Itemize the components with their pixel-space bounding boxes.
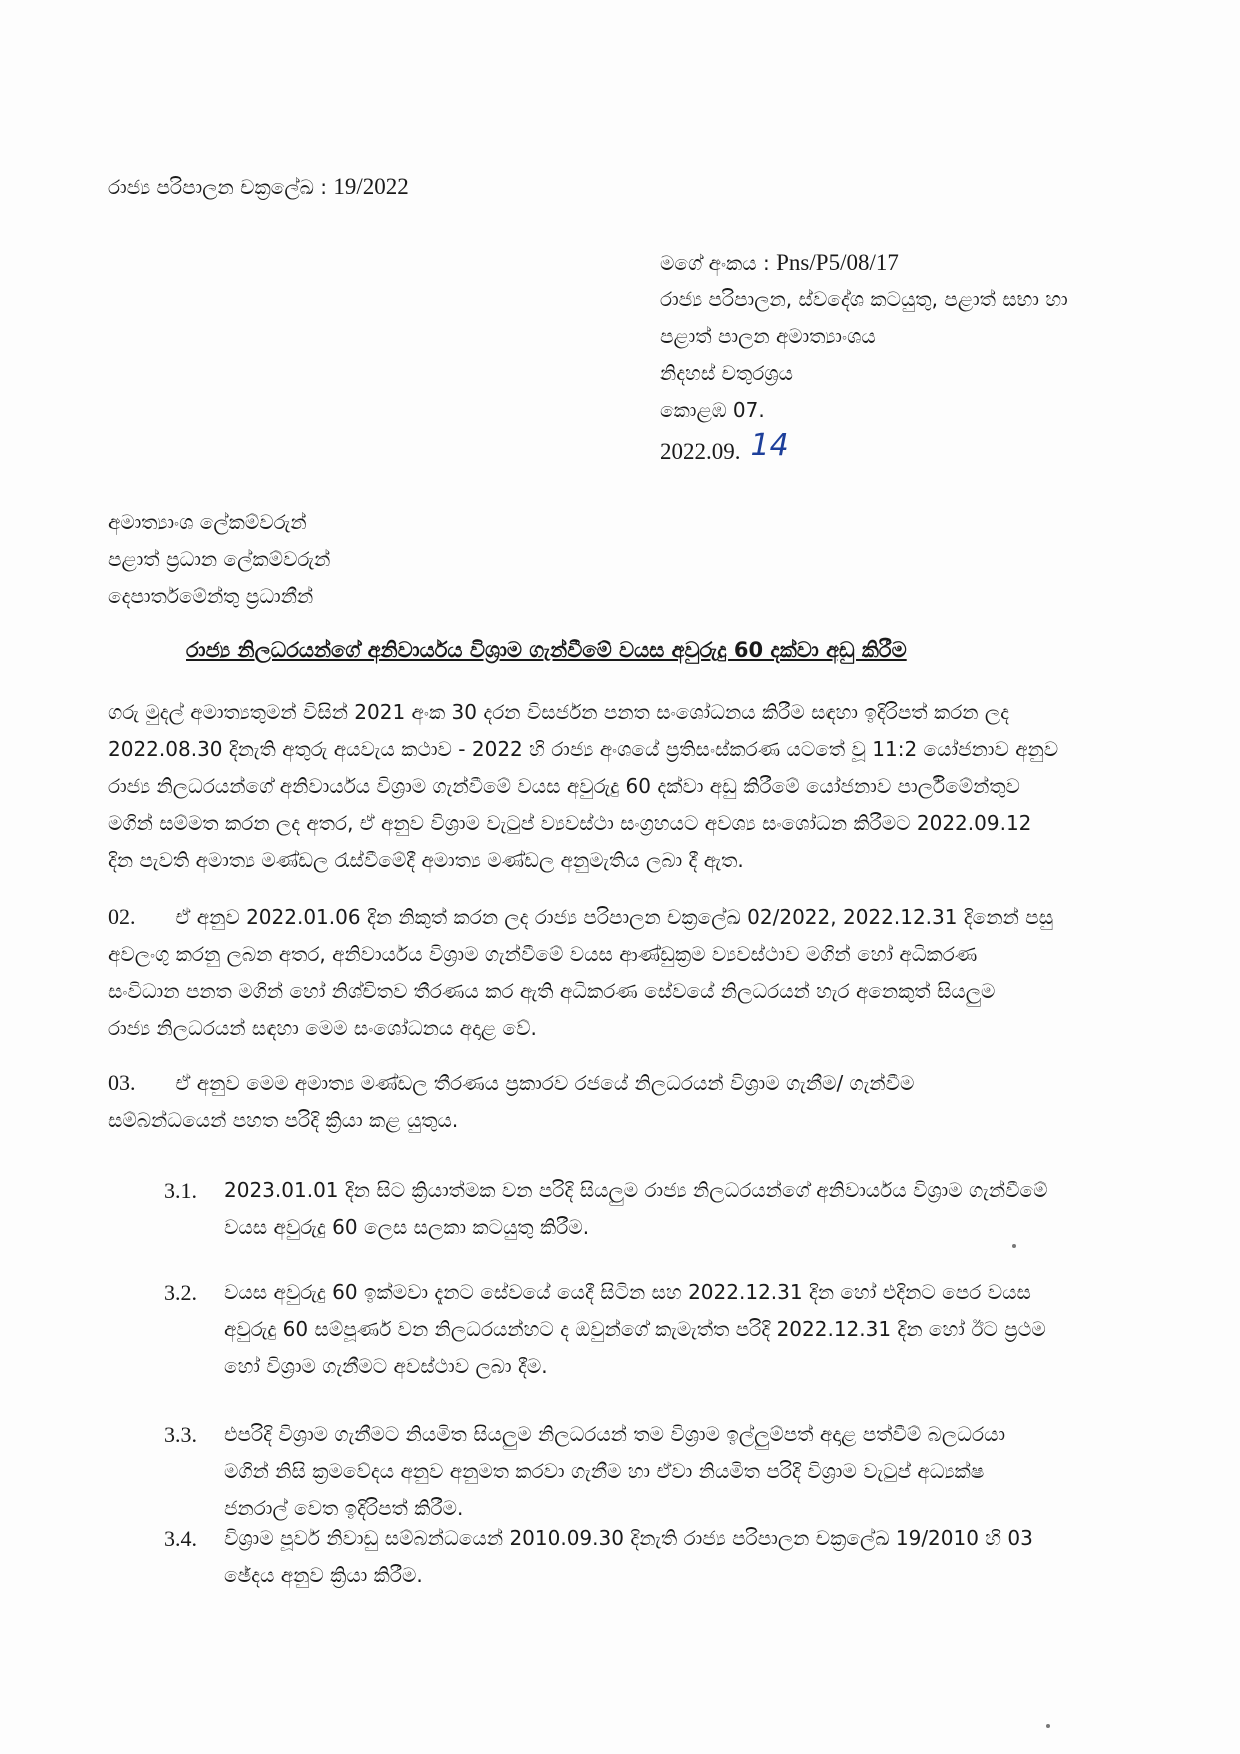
- scan-speck: [1012, 1244, 1016, 1248]
- paragraph-line: සම්බන්ධයෙන් පහත පරිදි ක්‍රියා කළ යුතුය.: [108, 1108, 459, 1132]
- paragraph-line: ගරු මුදල් අමාත්‍යතුමන් විසින් 2021 අංක 30 දරන විසර්ජන පනත සංශෝධනය කිරීම සඳහා ඉදිරිපත් කරන ලද: [108, 700, 1010, 724]
- paragraph-line: දින පැවති අමාත්‍ය මණ්ඩල රැස්වීමේදී අමාත්‍ය මණ්ඩල අනුමැතිය ලබා දී ඇත.: [108, 848, 744, 872]
- scan-speck: [1046, 1724, 1050, 1728]
- paragraph-intro: [108, 694, 1153, 879]
- address-line: නිදහස් චතුරශ්‍රය: [660, 361, 793, 385]
- recipients-block: [108, 504, 330, 615]
- paragraph-line: [108, 898, 1153, 936]
- date-printed: 2022.09.: [660, 439, 741, 464]
- item-body: [224, 1274, 1154, 1385]
- reference-value: Pns/P5/08/17: [776, 250, 899, 275]
- item-line: විශ්‍රාම පූර්ව නිවාඩු සම්බන්ධයෙන් 2010.09.30 දිනැති රාජ්‍ය පරිපාලන චක්‍රලේඛ 19/2010 හි 03: [224, 1526, 1033, 1550]
- item-body: [224, 1416, 1154, 1527]
- paragraph-line: රාජ්‍ය නිලධරයන් සඳහා මෙම සංශෝධනය අදාළ වේ.: [108, 1016, 537, 1040]
- paragraph-text: ඒ අනුව 2022.01.06 දින නිකුත් කරන ලද රාජ්‍ය පරිපාලන චක්‍රලේඛ 02/2022, 2022.12.31 දිනෙන් පසු: [175, 905, 1054, 929]
- recipient: අමාත්‍යාංශ ලේකම්වරුන්: [108, 510, 307, 534]
- sender-address: [660, 244, 1140, 429]
- item-line: මගින් නිසි ක්‍රමවේදය අනුව අනුමත කරවා ගැනීම හා ඒවා නියමිත පරිදි විශ්‍රාම වැටුප් අධ්‍යක්ෂ: [224, 1459, 985, 1483]
- subject-heading: රාජ්‍ය නිලධරයන්ගේ අනිවාර්යය විශ්‍රාම ගැන්වීමේ වයස අවුරුදු 60 දක්වා අඩු කිරීම: [186, 638, 907, 662]
- item-line: ජනරාල් වෙත ඉදිරිපත් කිරීම.: [224, 1496, 464, 1520]
- item-label: 3.3.: [164, 1422, 197, 1447]
- item-line: ඡේදය අනුව ක්‍රියා කිරීම.: [224, 1563, 423, 1587]
- paragraph-line: රාජ්‍ය නිලධරයන්ගේ අනිවාර්යය විශ්‍රාම ගැන්වීමේ වයස අවුරුදු 60 දක්වා අඩු කිරීමේ යෝජනාව පාර්ලිමේන්තුව: [108, 774, 1020, 798]
- item-line: 2023.01.01 දින සිට ක්‍රියාත්මක වන පරිදි සියලුම රාජ්‍ය නිලධරයන්ගේ අනිවාර්යය විශ්‍රාම ගැන්වීමේ: [224, 1178, 1048, 1202]
- item-line: වයස අවුරුදු 60 ලෙස සලකා කටයුතු කිරීම.: [224, 1215, 590, 1239]
- paragraph-line: අවලංගු කරනු ලබන අතර, අනිවාර්යය විශ්‍රාම ගැන්වීමේ වයස ආණ්ඩුක්‍රම ව්‍යවස්ථාව මගින් හෝ අධිකරණ: [108, 942, 978, 966]
- reference-number: [660, 244, 1140, 281]
- document-date: [660, 428, 789, 467]
- paragraph-line: සංවිධාන පනත මගින් හෝ නිශ්චිතව තීරණය කර ඇති අධිකරණ සේවයේ නිලධරයන් හැර අනෙකුත් සියලුම: [108, 979, 996, 1003]
- paragraph-number: 03.: [108, 1070, 136, 1095]
- paragraph-line: 2022.08.30 දිනැති අතුරු අයවැය කථාව - 2022 හි රාජ්‍ය අංශයේ ප්‍රතිසංස්කරණ යටතේ වූ 11:2 යෝජනාව අනුව: [108, 737, 1059, 761]
- address-line: රාජ්‍ය පරිපාලන, ස්වදේශ කටයුතු, පළාත් සභා හා: [660, 287, 1068, 311]
- item-line: අවුරුදු 60 සම්පූර්ණ වන නිලධරයන්හට ද ඔවුන්ගේ කැමැත්ත පරිදි 2022.12.31 දින හෝ ඊට ප්‍රථම: [224, 1317, 1046, 1341]
- address-line: පළාත් පාලන අමාත්‍යාංශය: [660, 324, 876, 348]
- recipient: පළාත් ප්‍රධාන ලේකම්වරුන්: [108, 547, 331, 571]
- address-line: කොළඹ 07.: [660, 398, 765, 422]
- item-body: [224, 1172, 1154, 1246]
- paragraph-text: ඒ අනුව මෙම අමාත්‍ය මණ්ඩල තීරණය ප්‍රකාරව රජයේ නිලධරයන් විශ්‍රාම ගැනීම/ ගැන්වීම: [175, 1071, 915, 1095]
- item-body: [224, 1520, 1154, 1594]
- circular-label: රාජ්‍ය පරිපාලන චක්‍රලේඛ :: [108, 175, 334, 199]
- paragraph-03: [108, 1064, 1153, 1139]
- item-label: 3.1.: [164, 1178, 197, 1203]
- circular-no: 19/2022: [333, 174, 409, 199]
- item-label: 3.4.: [164, 1526, 197, 1551]
- paragraph-line: [108, 1064, 1153, 1102]
- paragraph-line: මගින් සම්මත කරන ලද අතර, ඒ අනුව විශ්‍රාම වැටුප් ව්‍යවස්ථා සංග්‍රහයට අවශ්‍ය සංශෝධන කිරීමට 2022.09.12: [108, 811, 1032, 835]
- paragraph-number: 02.: [108, 904, 136, 929]
- item-line: එපරිදි විශ්‍රාම ගැනීමට නියමිත සියලුම නිලධරයන් තම විශ්‍රාම ඉල්ලුම්පත් අදාළ පත්වීම් බලධරයා: [224, 1422, 1006, 1446]
- item-line: හෝ විශ්‍රාම ගැනීමට අවස්ථාව ලබා දීම.: [224, 1354, 548, 1378]
- recipient: දෙපාර්තමේන්තු ප්‍රධානීන්: [108, 584, 314, 608]
- item-line: වයස අවුරුදු 60 ඉක්මවා දැනට සේවයේ යෙදී සිටින සහ 2022.12.31 දින හෝ එදිනට පෙර වයස: [224, 1280, 1031, 1304]
- circular-number: [108, 168, 409, 206]
- paragraph-02: [108, 898, 1153, 1047]
- reference-label: මගේ අංකය :: [660, 251, 777, 275]
- item-label: 3.2.: [164, 1280, 197, 1305]
- date-handwritten: 14: [750, 428, 789, 463]
